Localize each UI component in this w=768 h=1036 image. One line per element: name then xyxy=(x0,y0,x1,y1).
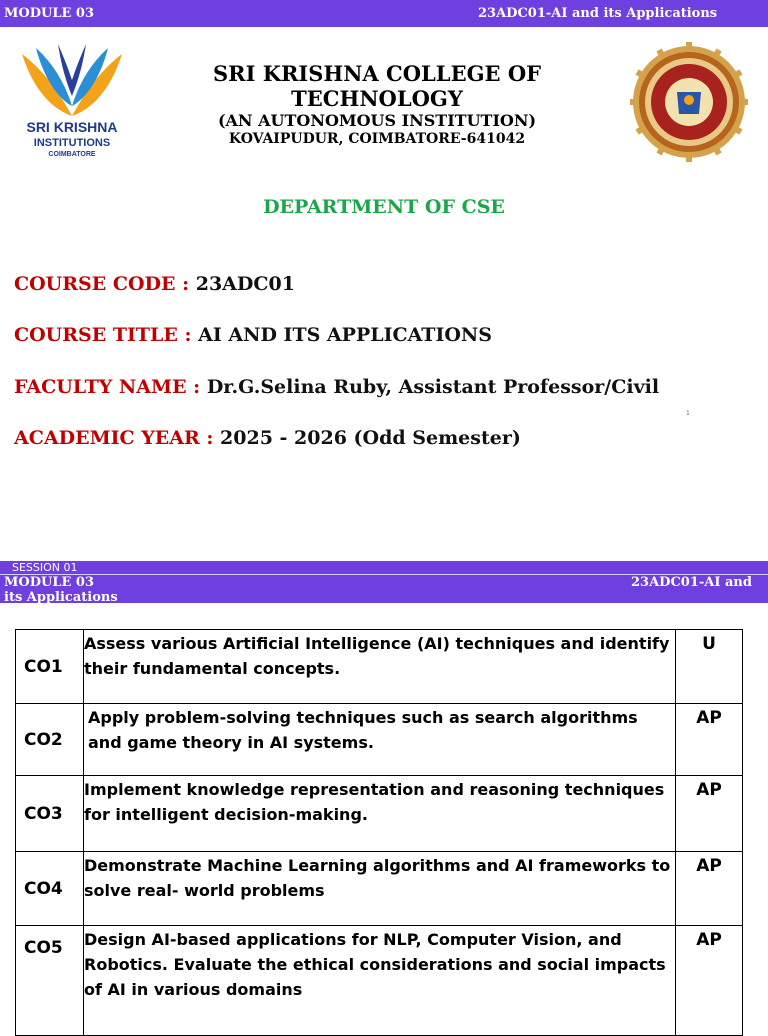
co-code: CO3 xyxy=(16,776,84,852)
table-row xyxy=(16,630,743,704)
logo-text-line3: COIMBATORE xyxy=(48,151,96,158)
college-name: SRI KRISHNA COLLEGE OF TECHNOLOGY xyxy=(212,61,542,111)
co-code: CO2 xyxy=(16,704,84,776)
course-code-label: COURSE CODE : xyxy=(14,273,196,295)
co-description: Assess various Artificial Intelligence (AI) techniques and identify their fundamental concepts. xyxy=(84,630,676,704)
co-description: Implement knowledge representation and reasoning techniques for intelligent decision-making. xyxy=(84,776,676,852)
session-label: SESSION 01 xyxy=(12,561,78,574)
course-title-line xyxy=(14,324,492,346)
course-title-label: COURSE TITLE : xyxy=(14,324,199,346)
co-description: Design AI-based applications for NLP, Computer Vision, and Robotics. Evaluate the ethical considerations and social impacts of AI in various domains xyxy=(84,926,676,1036)
module-label-2: MODULE 03 xyxy=(4,575,94,590)
course-code-value: 23ADC01 xyxy=(195,273,295,295)
module-label: MODULE 03 xyxy=(4,6,94,21)
session-banner xyxy=(0,561,768,603)
co-level: AP xyxy=(676,704,743,776)
co-code: CO1 xyxy=(16,630,84,704)
logo-text-line1: SRI KRISHNA xyxy=(26,119,118,135)
co-code: CO4 xyxy=(16,852,84,926)
academic-year-line xyxy=(14,427,521,449)
co-level: AP xyxy=(676,926,743,1036)
course-code-line xyxy=(14,273,295,295)
department-title: DEPARTMENT OF CSE xyxy=(263,196,505,218)
institution-status: (AN AUTONOMOUS INSTITUTION) xyxy=(217,111,537,130)
course-outcomes-table xyxy=(15,629,743,1036)
academic-year-label: ACADEMIC YEAR : xyxy=(14,427,221,449)
course-label: 23ADC01-AI and its Applications xyxy=(478,6,718,21)
course-label-2b: its Applications xyxy=(4,590,118,605)
academic-year-value: 2025 - 2026 (Odd Semester) xyxy=(220,427,521,449)
table-row xyxy=(16,926,743,1036)
co-description: Apply problem-solving techniques such as search algorithms and game theory in AI systems. xyxy=(84,704,676,776)
co-description: Demonstrate Machine Learning algorithms and AI frameworks to solve real- world problems xyxy=(84,852,676,926)
faculty-name-value: Dr.G.Selina Ruby, Assistant Professor/Civil xyxy=(206,376,660,398)
faculty-name-line xyxy=(14,376,659,398)
co-level: U xyxy=(676,630,743,704)
co-level: AP xyxy=(676,852,743,926)
table-row xyxy=(16,852,743,926)
co-code: CO5 xyxy=(16,926,84,1036)
top-banner xyxy=(0,0,768,27)
table-row xyxy=(16,704,743,776)
logo-text-line2: INSTITUTIONS xyxy=(33,137,111,149)
course-title-value: AI AND ITS APPLICATIONS xyxy=(198,324,492,346)
sri-krishna-institutions-logo xyxy=(14,40,130,160)
table-row xyxy=(16,776,743,852)
page-number: 1 xyxy=(686,410,690,417)
college-address: KOVAIPUDUR, COIMBATORE-641042 xyxy=(228,131,526,147)
course-label-2a: 23ADC01-AI and xyxy=(631,575,752,590)
co-level: AP xyxy=(676,776,743,852)
college-seal-logo xyxy=(630,34,748,174)
faculty-name-label: FACULTY NAME : xyxy=(14,376,207,398)
